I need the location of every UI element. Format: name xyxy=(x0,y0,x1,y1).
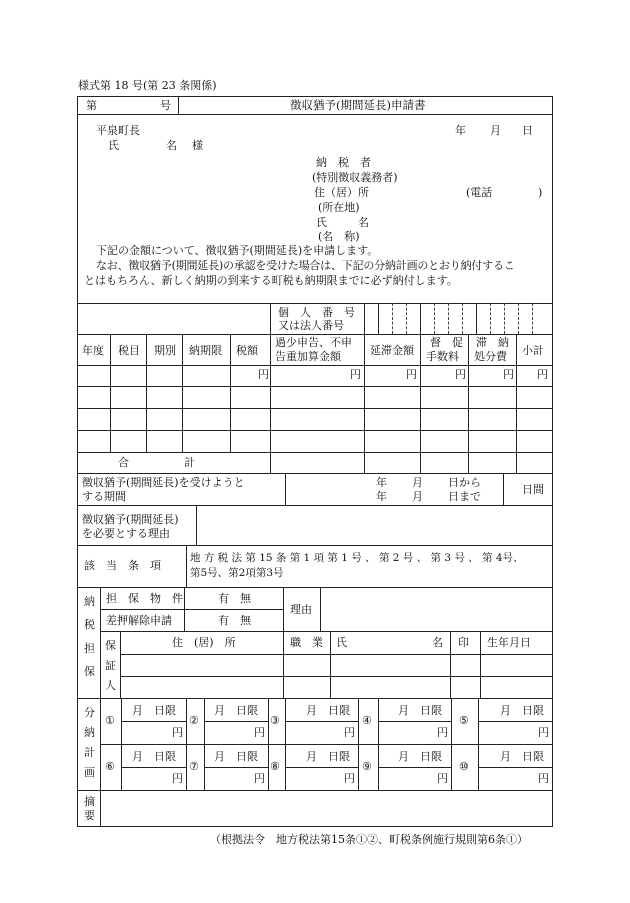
statement-line-3: とはもちろん、新しく納期の到来する町税も納期限までに必ず納付します。 xyxy=(84,274,458,287)
total-label: 合 計 xyxy=(118,456,195,469)
col-period: 期別 xyxy=(154,344,176,357)
yen-disposal: 円 xyxy=(503,368,514,381)
plan-due-4: 月 日限 xyxy=(398,704,442,717)
taxpayer-label: 納 税 者 xyxy=(316,156,371,169)
guarantor-address: 住 (居) 所 xyxy=(172,636,236,649)
id-number-boxes[interactable] xyxy=(364,303,553,334)
col-tax-amount: 税額 xyxy=(236,344,258,357)
plan-due-1: 月 日限 xyxy=(132,704,176,717)
yen-penalty: 円 xyxy=(350,368,361,381)
guarantor-seal: 印 xyxy=(458,636,469,649)
plan-yen-1: 円 xyxy=(172,726,183,739)
guarantor-name-1: 氏 xyxy=(336,636,347,649)
plan-due-8: 月 日限 xyxy=(306,750,350,763)
id-label-1: 個 人 番 号 xyxy=(278,306,355,319)
taxpayer-name-2: 名 xyxy=(358,216,369,229)
from-year: 年 xyxy=(376,476,387,489)
plan-due-3: 月 日限 xyxy=(306,704,350,717)
plan-num-1: ① xyxy=(105,714,115,727)
plan-yen-8: 円 xyxy=(344,772,355,785)
address-label: 住（居）所 xyxy=(314,186,369,199)
from-day: 日から xyxy=(448,476,481,489)
yen-tax: 円 xyxy=(258,368,269,381)
plan-side-1: 分 xyxy=(84,706,95,719)
article-label: 該 当 条 項 xyxy=(84,559,161,572)
reason-label-2: を必要とする理由 xyxy=(82,527,170,540)
plan-yen-7: 円 xyxy=(254,772,265,785)
security-side-2: 税 xyxy=(84,618,95,631)
plan-yen-9: 円 xyxy=(437,772,448,785)
col-reminder-2: 手数料 xyxy=(426,350,459,363)
col-penalty-1: 過少申告、不申 xyxy=(275,336,352,349)
col-due-date: 納期限 xyxy=(189,344,222,357)
remarks-input[interactable] xyxy=(101,791,552,826)
from-month: 月 xyxy=(412,476,423,489)
days-label: 日間 xyxy=(522,483,544,496)
plan-num-6: ⑥ xyxy=(105,760,115,773)
statement-line-1: 下記の金額について、徴収猶予(期間延長)を申請します。 xyxy=(96,244,379,257)
reason-label-1: 徴収猶予(期間延長) xyxy=(82,513,179,526)
plan-num-9: ⑨ xyxy=(362,760,372,773)
remarks-side-2: 要 xyxy=(84,809,95,822)
article-text-2: 第5号、第2項第3号 xyxy=(190,567,284,579)
guarantor-side-1: 保 xyxy=(105,639,116,652)
number-suffix: 号 xyxy=(160,99,171,112)
guarantor-name-2: 名 xyxy=(432,636,443,649)
article-text-1: 地 方 税 法 第 15 条 第 1 項 第 1 号 、 第 2 号 、 第 3 号 、 第 4号、 xyxy=(190,552,524,564)
location-label: (所在地) xyxy=(318,201,360,214)
collateral-yesno[interactable]: 有 無 xyxy=(218,592,251,605)
corp-name-label: (名 称) xyxy=(318,230,360,243)
name-label-2: 名 xyxy=(166,139,177,152)
plan-due-2: 月 日限 xyxy=(214,704,258,717)
remarks-side-1: 摘 xyxy=(84,795,95,808)
col-subtotal: 小計 xyxy=(522,344,544,357)
date-year: 年 xyxy=(455,124,466,137)
plan-num-5: ⑤ xyxy=(459,714,469,727)
plan-due-5: 月 日限 xyxy=(500,704,544,717)
col-penalty-2: 告重加算金額 xyxy=(275,350,341,363)
release-label: 差押解除申請 xyxy=(106,614,172,627)
period-label-1: 徴収猶予(期間延長)を受けようと xyxy=(82,476,245,489)
plan-num-10: ⑩ xyxy=(459,760,469,773)
date-day: 日 xyxy=(522,124,533,137)
col-fiscal-year: 年度 xyxy=(82,344,104,357)
guarantor-occupation: 職 業 xyxy=(290,636,323,649)
yen-reminder: 円 xyxy=(455,368,466,381)
yen-subtotal: 円 xyxy=(537,368,548,381)
security-reason-label: 理由 xyxy=(290,603,312,616)
guarantor-birthdate: 生年月日 xyxy=(487,636,531,649)
honorific: 様 xyxy=(192,139,203,152)
plan-yen-5: 円 xyxy=(538,726,549,739)
plan-num-7: ⑦ xyxy=(189,760,199,773)
plan-yen-6: 円 xyxy=(172,772,183,785)
plan-side-2: 納 xyxy=(84,726,95,739)
statement-line-2: なお、徴収猶予(期間延長)の承認を受けた場合は、下記の分納計画のとおり納付するこ xyxy=(96,259,515,272)
col-disposal-1: 滞 納 xyxy=(476,336,509,349)
collateral-label: 担 保 物 件 xyxy=(106,592,183,605)
to-year: 年 xyxy=(376,490,387,503)
form-number: 様式第 18 号(第 23 条関係) xyxy=(78,79,217,92)
to-month: 月 xyxy=(412,490,423,503)
phone-open: (電話 xyxy=(466,186,493,199)
security-side-1: 納 xyxy=(84,595,95,608)
col-reminder-1: 督 促 xyxy=(430,336,463,349)
id-label-2: 又は法人番号 xyxy=(278,319,344,332)
reason-input[interactable] xyxy=(197,506,552,544)
date-month: 月 xyxy=(490,124,501,137)
security-side-3: 担 xyxy=(84,642,95,655)
release-yesno[interactable]: 有 無 xyxy=(218,614,251,627)
plan-side-4: 画 xyxy=(84,766,95,779)
plan-due-6: 月 日限 xyxy=(132,750,176,763)
plan-num-4: ④ xyxy=(362,714,372,727)
to-day: 日まで xyxy=(448,490,481,503)
col-disposal-2: 処分費 xyxy=(474,350,507,363)
yen-late: 円 xyxy=(406,368,417,381)
plan-num-8: ⑧ xyxy=(270,760,280,773)
col-tax-item: 税目 xyxy=(118,344,140,357)
special-collector-label: (特別徴収義務者) xyxy=(312,171,398,184)
guarantor-side-2: 証 xyxy=(105,659,116,672)
addressee-mayor: 平泉町長 xyxy=(96,124,140,137)
plan-yen-4: 円 xyxy=(437,726,448,739)
plan-num-2: ② xyxy=(189,714,199,727)
guarantor-side-3: 人 xyxy=(105,679,116,692)
plan-yen-2: 円 xyxy=(254,726,265,739)
form-title: 徴収猶予(期間延長)申請書 xyxy=(290,98,426,112)
name-label-1: 氏 xyxy=(108,139,119,152)
plan-due-10: 月 日限 xyxy=(500,750,544,763)
plan-due-7: 月 日限 xyxy=(214,750,258,763)
phone-close: ) xyxy=(538,186,543,199)
plan-yen-10: 円 xyxy=(538,772,549,785)
period-label-2: する期間 xyxy=(82,490,126,503)
plan-due-9: 月 日限 xyxy=(398,750,442,763)
security-side-4: 保 xyxy=(84,665,95,678)
plan-num-3: ③ xyxy=(270,714,280,727)
number-prefix: 第 xyxy=(86,99,97,112)
plan-yen-3: 円 xyxy=(344,726,355,739)
plan-side-3: 計 xyxy=(84,746,95,759)
legal-basis-footnote: （根拠法令 地方税法第15条①②、町税条例施行規則第6条①） xyxy=(210,833,528,846)
col-late-fee: 延滞金額 xyxy=(370,344,414,357)
taxpayer-name-1: 氏 xyxy=(316,216,327,229)
